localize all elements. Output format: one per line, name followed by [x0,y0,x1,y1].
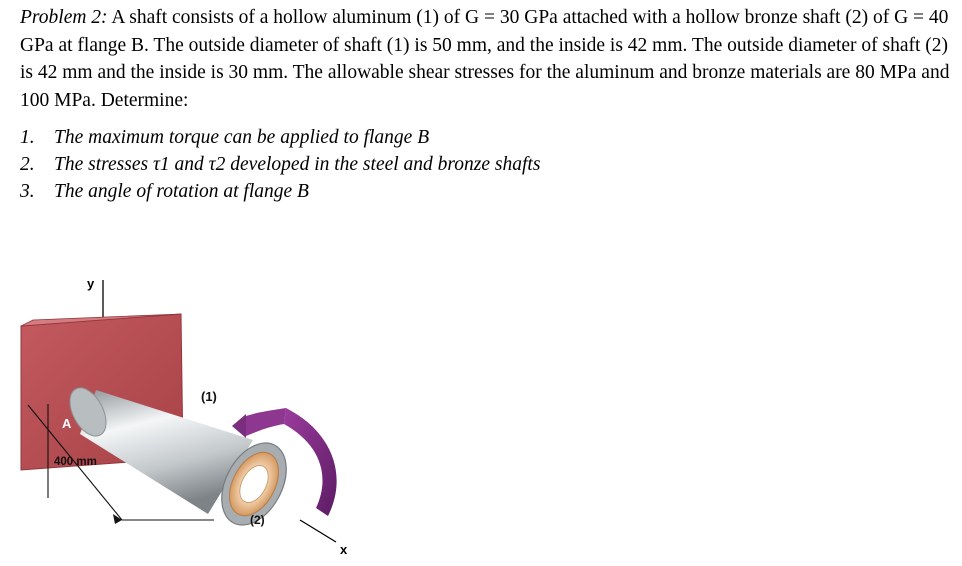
support-label: A [62,416,72,431]
task-item-2 [20,151,540,178]
task-text: The angle of rotation at flange B [54,181,309,202]
problem-text: A shaft consists of a hollow aluminum (1) of G = 30 GPa attached with a hollow bronze shaft (2) of G = 40 GPa at flange B. The outside diameter of shaft (1) is 50 mm, and the inside is 42 mm. The outside diameter of shaft (2) is 42 mm and the inside is 30 mm. The allowable shear stresses for the aluminum and bronze materials are 80 MPa and 100 MPa. Determine: [20,7,950,111]
task-number: 2. [20,154,35,175]
task-number: 1. [20,127,35,148]
task-number: 3. [20,181,35,202]
task-text: The stresses τ1 and τ2 developed in the steel and bronze shafts [54,154,541,175]
task-item-3 [20,178,540,205]
shaft-1-label: (1) [201,389,217,404]
torque-arrow-shaft-icon [246,408,286,436]
shaft-2-label: (2) [250,513,265,527]
problem-label: Problem 2: [20,7,108,28]
task-item-1 [20,124,540,151]
task-text: The maximum torque can be applied to flange B [54,127,430,148]
torque-arrow-icon [284,408,337,516]
length-label: 400 mm [54,456,97,468]
problem-statement [20,4,950,114]
x-axis-label: x [340,542,348,557]
y-axis-label: y [87,276,95,291]
x-axis-line [300,520,336,542]
task-list [20,124,540,205]
shaft-diagram [18,262,368,566]
shaft-figure [18,262,368,566]
